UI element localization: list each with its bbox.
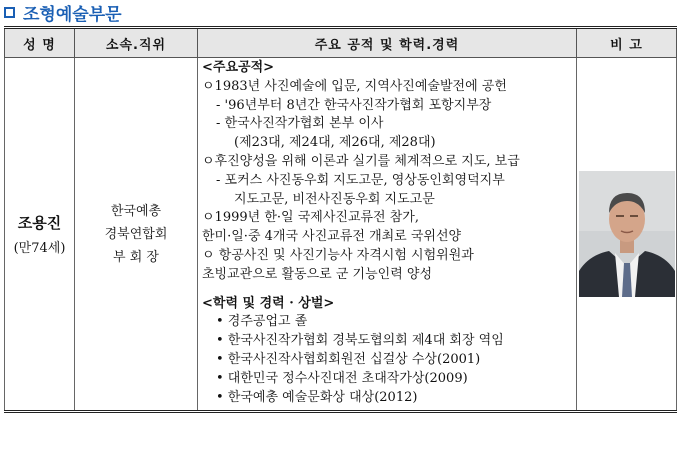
remarks-cell xyxy=(577,58,677,412)
portrait-photo xyxy=(579,171,675,297)
achievement-item: ㅇ 항공사진 및 사진기능사 자격시험 시험위원과 xyxy=(202,247,474,263)
name-cell xyxy=(5,58,75,412)
achievement-item: - 포커스 사진동우회 지도고문, 영상동인회영덕지부 xyxy=(216,172,505,188)
achievement-item: 초빙교관으로 활동으로 군 기능인력 양성 xyxy=(202,266,433,282)
achievement-item: ㅇ1983년 사진예술에 입문, 지역사진예술발전에 공헌 xyxy=(202,78,507,94)
header-remarks: 비 고 xyxy=(577,28,677,58)
achievement-item: ㅇ1999년 한·일 국제사진교류전 참가, xyxy=(202,210,419,226)
section-title-text: 조형예술부문 xyxy=(23,4,122,25)
section-title xyxy=(4,0,122,24)
achievement-item: (제23대, 제24대, 제26대, 제28대) xyxy=(234,135,436,151)
achievement-item: - 한국사진작가협회 본부 이사 xyxy=(216,116,384,132)
education-heading: <학력 및 경력 · 상벌> xyxy=(202,295,335,311)
person-name: 조용진 xyxy=(17,214,62,233)
header-org: 소속.직위 xyxy=(75,28,198,58)
career-cell xyxy=(198,58,577,412)
org-cell xyxy=(75,58,198,412)
achievement-item: 지도고문, 비전사진동우회 지도고문 xyxy=(234,191,435,207)
org-line: 부 회 장 xyxy=(113,249,159,265)
header-career: 주요 공적 및 학력.경력 xyxy=(198,28,577,58)
achievement-item: 한미·일·중 4개국 사진교류전 개최로 국위선양 xyxy=(202,229,462,245)
education-item: • 경주공업고 졸 xyxy=(216,314,308,330)
achievement-item: ㅇ후진양성을 위해 이론과 실기를 체계적으로 지도, 보급 xyxy=(202,153,520,169)
education-item: • 한국사진작사협회회원전 십걸상 수상(2001) xyxy=(216,351,481,367)
education-item: • 한국사진작가협회 경북도협의회 제4대 회장 역임 xyxy=(216,333,504,349)
checkbox-icon xyxy=(4,7,15,18)
table-header-row xyxy=(5,28,677,58)
org-line: 경북연합회 xyxy=(104,226,168,242)
awardee-table xyxy=(4,26,677,413)
achievement-item: - '96년부터 8년간 한국사진작가협회 포항지부장 xyxy=(216,97,492,113)
table-row xyxy=(5,58,677,412)
education-item: • 대한민국 정수사진대전 초대작가상(2009) xyxy=(216,370,468,386)
person-age: (만74세) xyxy=(13,241,66,257)
header-name: 성 명 xyxy=(5,28,75,58)
achievements-heading: <주요공적> xyxy=(202,60,275,75)
education-item: • 한국예총 예술문화상 대상(2012) xyxy=(216,389,418,405)
org-line: 한국예총 xyxy=(110,203,162,219)
